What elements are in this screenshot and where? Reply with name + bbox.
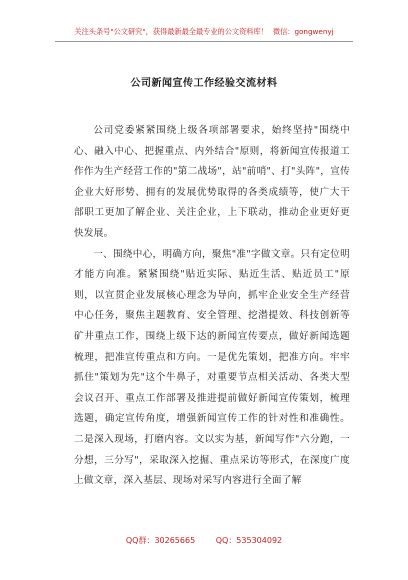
header-banner (0, 27, 408, 37)
footer-qq: QQ：535304092 (215, 536, 283, 545)
header-promo-text: 关注头条号"公文研究"，获得最新最全最专业的公文资料库！ (74, 27, 268, 36)
document-body (74, 121, 350, 492)
footer-qq-group: QQ群：30265665 (125, 536, 196, 545)
paragraph-section-one: 一、围绕中心，明确方向，聚焦"准"字做文章。只有定位明才能方向准。紧紧围绕"贴近实际、贴近生活、贴近员工"原则，以宣贯企业发展核心理念为导向，抓牢企业安全生产经营中心任务，聚焦主题教育、安全管理、挖潜提效、科技创新等矿井重点工作，围绕上级下达的新闻宣传要点，做好新闻选题梳理，把准宣传重点和方向。一是优先策划，把准方向。牢牢抓住"策划为先"这个牛鼻子，对重要节点相关活动、各类大型会议召开、重点工作部署及推进提前做好新闻宣传策划，梳理选题，确定宣传角度，增强新闻宣传工作的针对性和准确性。二是深入现场，打磨内容。文以实为基，新闻写作"六分跑，一分想，三分写"，采取深入挖掘、重点采访等形式，在深度广度上做文章，深入基层、现场对采写内容进行全面了解 (74, 248, 350, 487)
header-divider (55, 41, 353, 42)
header-wechat-text: 微信：gongwenyj (272, 27, 334, 36)
footer-contact (0, 535, 408, 546)
document-title: 公司新闻宣传工作经验交流材料 (130, 78, 278, 89)
paragraph-intro: 公司党委紧紧围绕上级各项部署要求，始终坚持"围绕中心、融入中心、把握重点、内外结合"原则，将新闻宣传报道工作作为生产经营工作的"第二战场"，站"前哨"、打"头阵"，宣传企业大好形势、拥有的发展优势取得的各类成绩等，使广大干部职工更加了解企业、关注企业，上下联动，推动企业更好更快发展。 (74, 125, 350, 239)
